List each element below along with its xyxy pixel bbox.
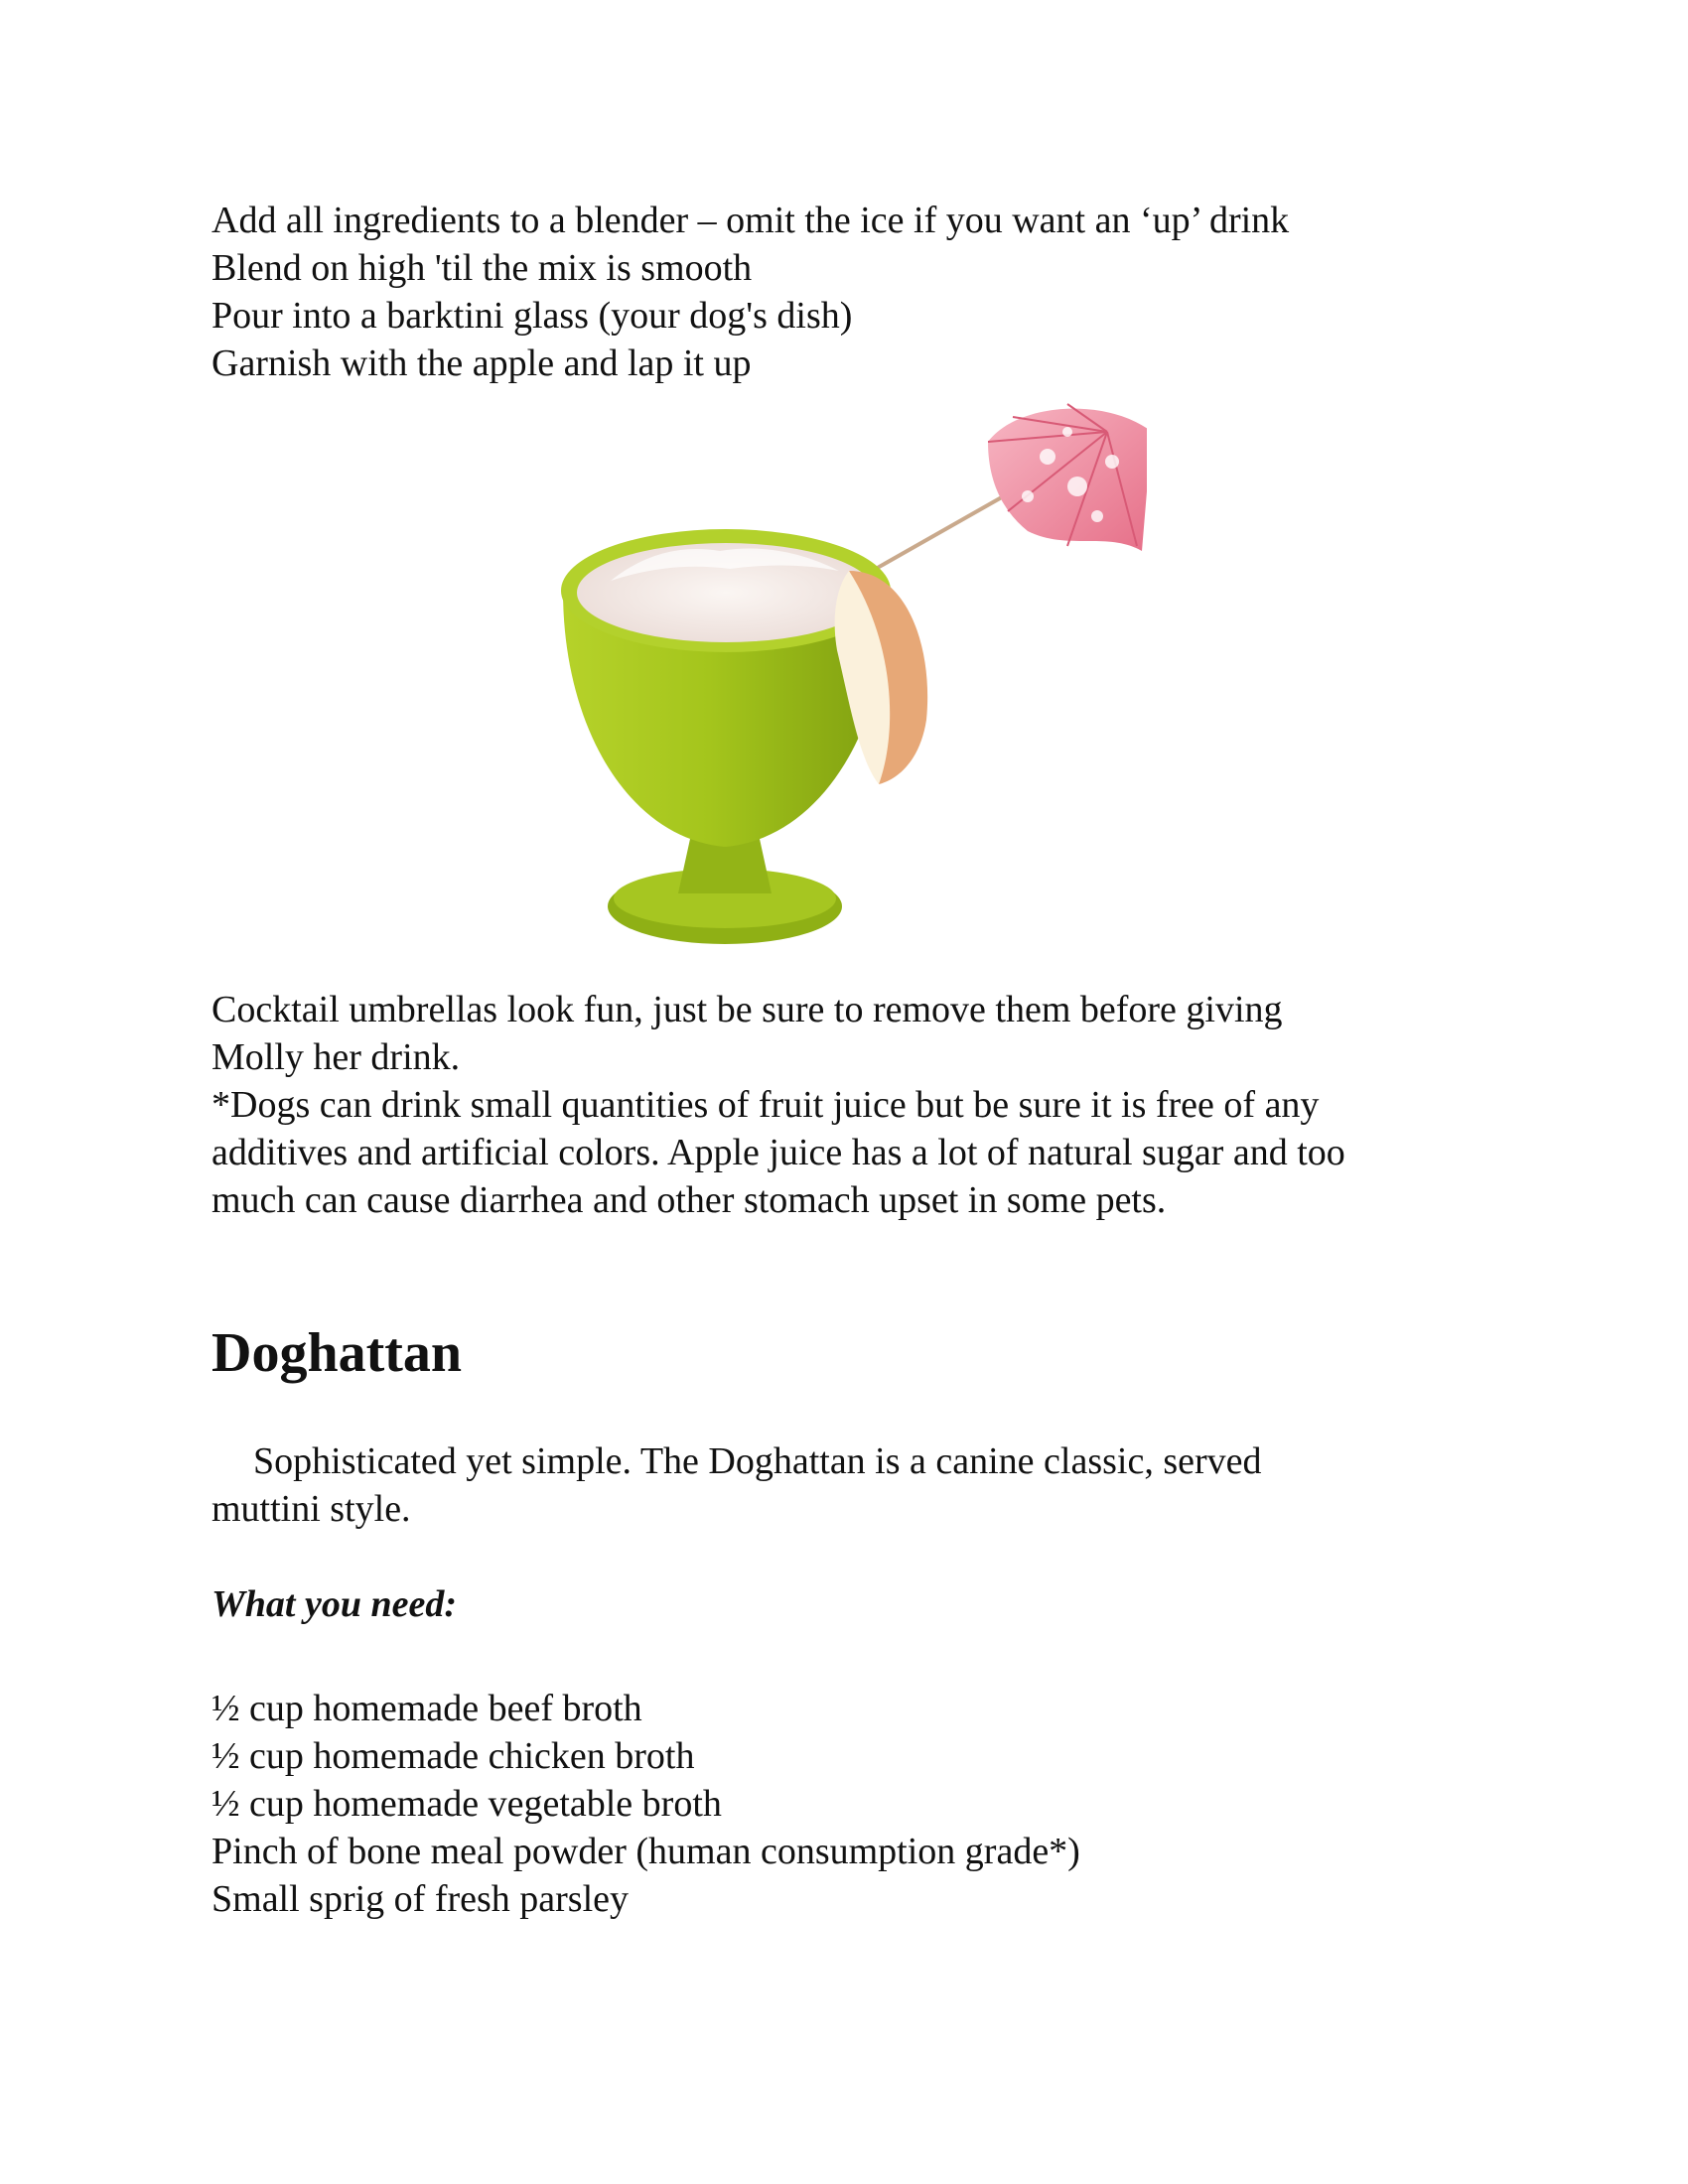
cup-stem xyxy=(678,839,772,893)
instruction-step: Add all ingredients to a blender – omit the ice if you want an ‘up’ drink xyxy=(211,200,1290,241)
ingredient-item: ½ cup homemade beef broth xyxy=(211,1688,642,1729)
ingredient-item: ½ cup homemade vegetable broth xyxy=(211,1783,722,1825)
ingredient-list xyxy=(211,1685,1080,1923)
cocktail-cup-illustration xyxy=(551,402,1147,958)
intro-line: Sophisticated yet simple. The Doghattan is a canine classic, served xyxy=(253,1440,1262,1482)
cocktail-umbrella xyxy=(988,404,1147,551)
note-line: much can cause diarrhea and other stomach upset in some pets. xyxy=(211,1179,1167,1221)
note-line: additives and artificial colors. Apple juice has a lot of natural sugar and too xyxy=(211,1132,1345,1173)
instruction-steps xyxy=(211,197,1289,387)
note-line: Cocktail umbrellas look fun, just be sure to remove them before giving xyxy=(211,989,1283,1030)
ingredient-item: Small sprig of fresh parsley xyxy=(211,1878,630,1920)
intro-line: muttini style. xyxy=(211,1488,411,1530)
ingredient-item: Pinch of bone meal powder (human consumption grade*) xyxy=(211,1831,1080,1872)
note-line: *Dogs can drink small quantities of fruit juice but be sure it is free of any xyxy=(211,1084,1320,1126)
ingredients-heading: What you need: xyxy=(211,1583,457,1625)
recipe-title: Doghattan xyxy=(211,1322,463,1384)
instruction-step: Blend on high 'til the mix is smooth xyxy=(211,247,753,289)
instruction-step: Pour into a barktini glass (your dog's dish) xyxy=(211,295,853,337)
instruction-step: Garnish with the apple and lap it up xyxy=(211,342,752,384)
recipe-intro xyxy=(211,1437,1262,1533)
ingredient-item: ½ cup homemade chicken broth xyxy=(211,1735,695,1777)
notes-paragraph xyxy=(211,986,1502,1224)
note-line: Molly her drink. xyxy=(211,1036,461,1078)
